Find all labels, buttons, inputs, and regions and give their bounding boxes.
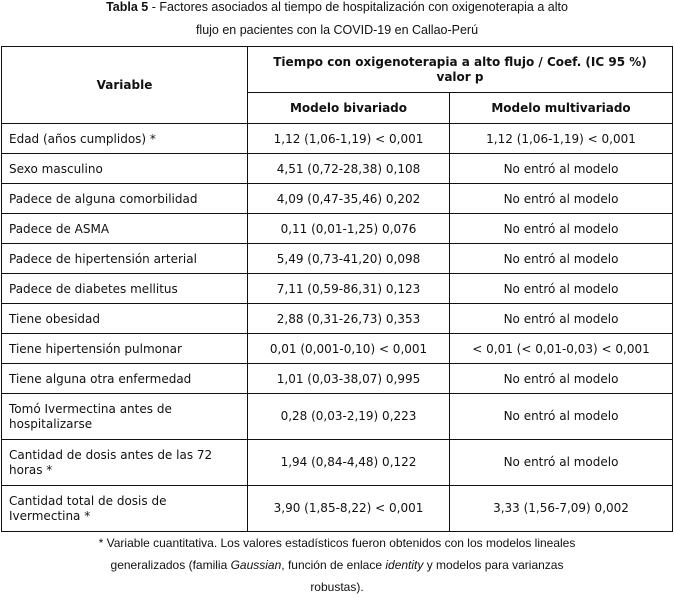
table-row	[2, 304, 673, 334]
table-body	[2, 124, 673, 532]
table-row	[2, 154, 673, 184]
results-table	[1, 46, 673, 532]
cell-variable: Padece de hipertensión arterial	[2, 244, 248, 274]
table-caption-line2	[0, 23, 674, 37]
cell-variable: Tiene obesidad	[2, 304, 248, 334]
cell-multivariate: No entró al modelo	[450, 244, 673, 274]
cell-multivariate: No entró al modelo	[450, 440, 673, 486]
table-row	[2, 334, 673, 364]
caption-label: Tabla 5	[106, 0, 149, 14]
cell-multivariate: No entró al modelo	[450, 304, 673, 334]
cell-variable: Padece de diabetes mellitus	[2, 274, 248, 304]
cell-bivariate: 0,11 (0,01-1,25) 0,076	[248, 214, 450, 244]
cell-multivariate: No entró al modelo	[450, 154, 673, 184]
header-group: Tiempo con oxigenoterapia a alto flujo / Coef. (IC 95 %) valor p	[248, 47, 673, 93]
table-row	[2, 364, 673, 394]
table-row	[2, 394, 673, 440]
cell-bivariate: 1,94 (0,84-4,48) 0,122	[248, 440, 450, 486]
header-bivariate: Modelo bivariado	[248, 93, 450, 124]
footnote-italic-gaussian: Gaussian	[230, 558, 282, 572]
cell-multivariate: 1,12 (1,06-1,19) < 0,001	[450, 124, 673, 154]
table-row	[2, 124, 673, 154]
footnote-italic-identity: identity	[385, 558, 424, 572]
header-multivariate: Modelo multivariado	[450, 93, 673, 124]
cell-bivariate: 7,11 (0,59-86,31) 0,123	[248, 274, 450, 304]
caption-separator: -	[148, 0, 160, 14]
cell-multivariate: 3,33 (1,56-7,09) 0,002	[450, 486, 673, 532]
footnote-text: , función de enlace	[281, 558, 386, 572]
footnote-text: generalizados (familia	[110, 558, 231, 572]
cell-bivariate: 2,88 (0,31-26,73) 0,353	[248, 304, 450, 334]
cell-variable: Sexo masculino	[2, 154, 248, 184]
table-caption-line1	[0, 0, 674, 14]
cell-bivariate: 4,51 (0,72-28,38) 0,108	[248, 154, 450, 184]
cell-bivariate: 1,12 (1,06-1,19) < 0,001	[248, 124, 450, 154]
cell-multivariate: No entró al modelo	[450, 184, 673, 214]
cell-variable: Cantidad de dosis antes de las 72 horas *	[2, 440, 248, 486]
header-variable: Variable	[2, 47, 248, 124]
cell-bivariate: 0,01 (0,001-0,10) < 0,001	[248, 334, 450, 364]
cell-variable: Tomó Ivermectina antes de hospitalizarse	[2, 394, 248, 440]
table-row	[2, 184, 673, 214]
cell-bivariate: 5,49 (0,73-41,20) 0,098	[248, 244, 450, 274]
cell-variable: Padece de ASMA	[2, 214, 248, 244]
footnote-line3: robustas).	[310, 580, 364, 594]
table-row	[2, 244, 673, 274]
cell-multivariate: No entró al modelo	[450, 364, 673, 394]
cell-variable: Cantidad total de dosis de Ivermectina *	[2, 486, 248, 532]
cell-multivariate: No entró al modelo	[450, 274, 673, 304]
footnote-text: y modelos para varianzas	[423, 558, 564, 572]
cell-variable: Tiene alguna otra enfermedad	[2, 364, 248, 394]
table-row	[2, 440, 673, 486]
footnote-line2	[0, 554, 674, 576]
cell-variable: Padece de alguna comorbilidad	[2, 184, 248, 214]
table-row	[2, 486, 673, 532]
table-footnote	[0, 532, 674, 598]
cell-bivariate: 0,28 (0,03-2,19) 0,223	[248, 394, 450, 440]
footnote-line1: * Variable cuantitativa. Los valores estadísticos fueron obtenidos con los modelos lineales	[98, 536, 576, 550]
table-row	[2, 274, 673, 304]
cell-multivariate: No entró al modelo	[450, 214, 673, 244]
cell-bivariate: 3,90 (1,85-8,22) < 0,001	[248, 486, 450, 532]
cell-variable: Edad (años cumplidos) *	[2, 124, 248, 154]
caption-text-line2: flujo en pacientes con la COVID-19 en Callao-Perú	[195, 23, 479, 37]
cell-bivariate: 4,09 (0,47-35,46) 0,202	[248, 184, 450, 214]
table-row	[2, 214, 673, 244]
cell-multivariate: No entró al modelo	[450, 394, 673, 440]
cell-variable: Tiene hipertensión pulmonar	[2, 334, 248, 364]
cell-multivariate: < 0,01 (< 0,01-0,03) < 0,001	[450, 334, 673, 364]
cell-bivariate: 1,01 (0,03-38,07) 0,995	[248, 364, 450, 394]
caption-text-line1: Factores asociados al tiempo de hospitalización con oxigenoterapia a alto	[159, 0, 568, 14]
